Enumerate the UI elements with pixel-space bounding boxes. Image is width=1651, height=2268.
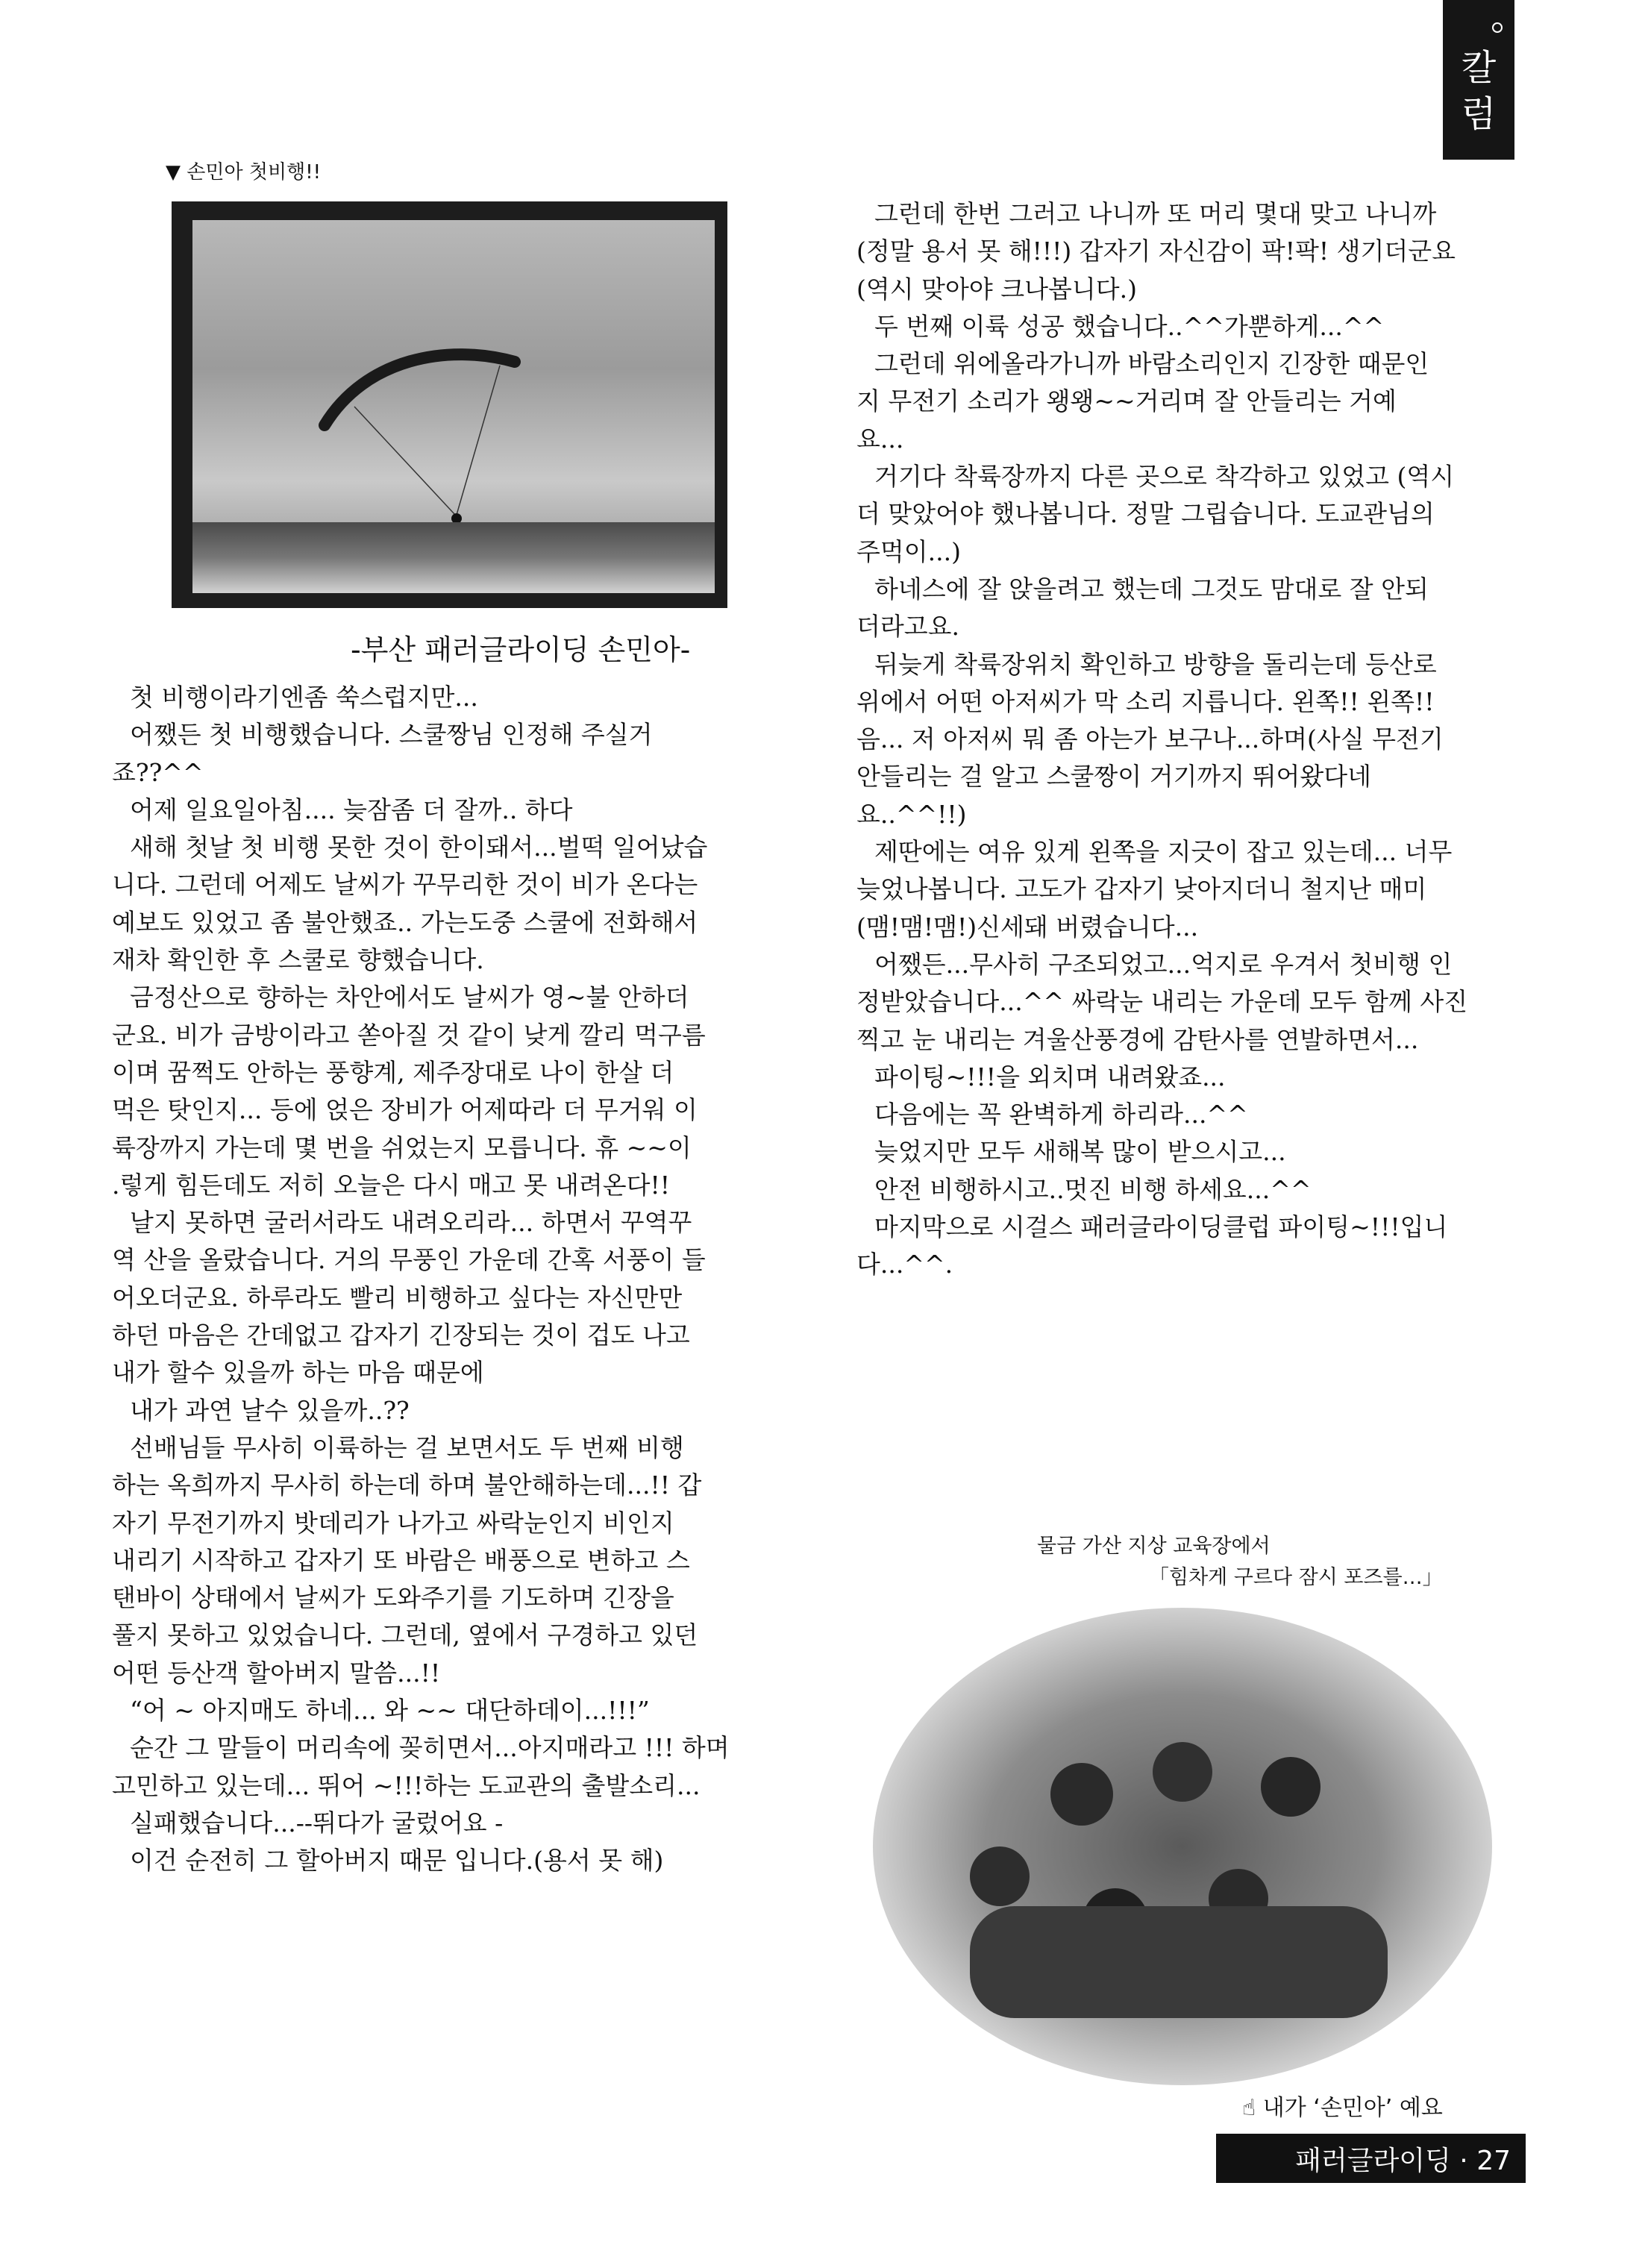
- paragraph-line: 순간 그 말들이 머리속에 꽂히면서...아지매라고 !!! 하며: [130, 1733, 730, 1763]
- paragraph-line: “어 ~ 아지매도 하네... 와 ~~ 대단하데이...!!!”: [130, 1696, 650, 1726]
- paragraph-line: 선배님들 무사히 이륙하는 걸 보면서도 두 번째 비행: [130, 1432, 684, 1462]
- byline: -부산 패러글라이딩 손민아-: [351, 633, 691, 666]
- paragraph-line: 마지막으로 시걸스 패러글라이딩클럽 파이팅~!!!입니: [874, 1212, 1448, 1242]
- paragraph-line: 늦었지만 모두 새해복 많이 받으시고...: [874, 1137, 1286, 1167]
- paragraph-line: 다음에는 꼭 완벽하게 하리라...^^: [874, 1100, 1248, 1130]
- paragraph-line: 어오더군요. 하루라도 빨리 비행하고 싶다는 자신만만: [112, 1282, 683, 1312]
- tab-char-2: 럼: [1461, 93, 1497, 135]
- paragraph-line: 주먹이...): [856, 536, 961, 566]
- paragraph-line: 예보도 있었고 좀 불안했죠.. 가는도중 스쿨에 전화해서: [112, 907, 698, 937]
- left-column-text: [112, 679, 730, 1880]
- paragraph-line: 니다. 그런데 어제도 날씨가 꾸무리한 것이 비가 온다는: [112, 870, 698, 900]
- photo2-caption-line2: 「힘차게 구르다 잠시 포즈를…」: [1149, 1566, 1443, 1589]
- right-column-text: [856, 195, 1467, 1284]
- paragraph-line: 그런데 위에올라가니까 바람소리인지 긴장한 때문인: [874, 349, 1429, 379]
- paragraph-line: 어제 일요일아침.... 늦잠좀 더 잘까.. 하다: [130, 795, 573, 824]
- photo1-caption: ▼ 손민아 첫비행!!: [166, 161, 322, 184]
- paragraph-line: 역 산을 올랐습니다. 거의 무풍인 가운데 간혹 서풍이 들: [112, 1245, 706, 1275]
- paragraph-line: 정받았습니다...^^ 싸락눈 내리는 가운데 모두 함께 사진: [856, 987, 1468, 1017]
- paragraph-line: 날지 못하면 굴러서라도 내려오리라... 하면서 꾸역꾸: [130, 1208, 692, 1238]
- paragraph-line: 하던 마음은 간데없고 갑자기 긴장되는 것이 겁도 나고: [112, 1321, 690, 1350]
- paragraph-line: 하는 옥희까지 무사히 하는데 하며 불안해하는데...!! 갑: [112, 1470, 702, 1500]
- paragraph-line: 요..^^!!): [856, 799, 967, 829]
- paragraph-line: 내가 할수 있을까 하는 마음 때문에: [112, 1358, 484, 1388]
- paragraph-line: 음... 저 아저씨 뭐 좀 아는가 보구나...하며(사실 무전기: [856, 724, 1444, 754]
- paragraph-line: 죠??^^: [112, 757, 204, 787]
- paragraph-line: 첫 비행이라기엔좀 쑥스럽지만...: [130, 683, 478, 712]
- paragraph-line: 그런데 한번 그러고 나니까 또 머리 몇대 맞고 나니까: [874, 199, 1437, 228]
- paragraph-line: 위에서 어떤 아저씨가 막 소리 지릅니다. 왼쪽!! 왼쪽!!: [856, 686, 1435, 716]
- paragraph-line: 자기 무전기까지 밧데리가 나가고 싸락눈인지 비인지: [112, 1508, 674, 1538]
- photo1-ground: [192, 522, 715, 593]
- paragraph-line: 재차 확인한 후 스쿨로 향했습니다.: [112, 945, 484, 975]
- paragraph-line: 새해 첫날 첫 비행 못한 것이 한이돼서...벌떡 일어났습: [130, 833, 708, 862]
- paragraph-line: 이며 꿈쩍도 안하는 풍향계, 제주장대로 나이 한살 더: [112, 1057, 674, 1087]
- group-photo: [873, 1608, 1492, 2085]
- paragraph-line: 내리기 시작하고 갑자기 또 바람은 배풍으로 변하고 스: [112, 1545, 690, 1575]
- paragraph-line: 실패했습니다...--뛰다가 굴렀어요 -: [130, 1808, 504, 1838]
- paragraph-line: 찍고 눈 내리는 겨울산풍경에 감탄사를 연발하면서...: [856, 1024, 1419, 1054]
- paragraph-line: 이건 순전히 그 할아버지 때문 입니다.(용서 못 해): [130, 1846, 664, 1876]
- paragraph-line: (역시 맞아야 크나봅니다.): [856, 274, 1137, 304]
- paragraph-line: 륙장까지 가는데 몇 번을 쉬었는지 모릅니다. 휴 ~~이: [112, 1133, 692, 1162]
- paragraph-line: .렇게 힘든데도 저히 오늘은 다시 매고 못 내려온다!!: [112, 1170, 671, 1200]
- paragraph-line: 다...^^.: [856, 1250, 953, 1279]
- paragraph-line: 제딴에는 여유 있게 왼쪽을 지긋이 잡고 있는데... 너무: [874, 837, 1453, 867]
- photo2-caption-bottom: ☝ 내가 ‘손민아’ 예요: [1242, 2095, 1443, 2121]
- paragraph-line: 군요. 비가 금방이라고 쏟아질 것 같이 낮게 깔리 먹구름: [112, 1020, 706, 1050]
- paragraph-line: 풀지 못하고 있었습니다. 그런데, 옆에서 구경하고 있던: [112, 1620, 698, 1650]
- paragraph-line: 늦었나봅니다. 고도가 갑자기 낮아지더니 철지난 매미: [856, 874, 1427, 904]
- paragraph-line: 어떤 등산객 할아버지 말씀...!!: [112, 1658, 441, 1688]
- paragraph-line: 거기다 착륙장까지 다른 곳으로 착각하고 있었고 (역시: [874, 462, 1455, 492]
- paragraph-line: 안전 비행하시고..멋진 비행 하세요...^^: [874, 1174, 1312, 1204]
- paragraph-line: 안들리는 걸 알고 스쿨짱이 거기까지 뛰어왔다네: [856, 762, 1372, 792]
- paragraph-line: 더라고요.: [856, 612, 960, 642]
- column-section-tab: [1443, 0, 1514, 160]
- paragraph-line: 요...: [856, 424, 904, 454]
- group-people-icon: [873, 1608, 1492, 2085]
- photo2-caption-line1: 물금 가산 지상 교육장에서: [1037, 1535, 1271, 1558]
- paraglider-photo: [172, 201, 727, 608]
- page-footer: 패러글라이딩 · 27: [1216, 2134, 1526, 2183]
- paragraph-line: 고민하고 있는데... 뛰어 ~!!!하는 도교관의 출발소리...: [112, 1770, 701, 1800]
- paragraph-line: 어쨌든...무사히 구조되었고...억지로 우겨서 첫비행 인: [874, 949, 1453, 979]
- circle-icon: [1492, 22, 1503, 33]
- paragraph-line: 어쨌든 첫 비행했습니다. 스쿨짱님 인정해 주실거: [130, 720, 653, 750]
- paragraph-line: 두 번째 이륙 성공 했습니다..^^가뿐하게...^^: [874, 311, 1385, 341]
- paragraph-line: 파이팅~!!!을 외치며 내려왔죠...: [874, 1062, 1226, 1091]
- paragraph-line: (맴!맴!맴!)신세돼 버렸습니다...: [856, 912, 1199, 942]
- paragraph-line: (정말 용서 못 해!!!) 갑자기 자신감이 팍!팍! 생기더군요: [856, 236, 1456, 266]
- paragraph-line: 먹은 탓인지... 등에 얹은 장비가 어제따라 더 무거워 이: [112, 1095, 698, 1125]
- paragraph-line: 하네스에 잘 앉을려고 했는데 그것도 맘대로 잘 안되: [874, 574, 1429, 604]
- paragraph-line: 뒤늦게 착륙장위치 확인하고 방향을 돌리는데 등산로: [874, 649, 1437, 679]
- paragraph-line: 금정산으로 향하는 차안에서도 날씨가 영~불 안하더: [130, 983, 689, 1012]
- paragraph-line: 탠바이 상태에서 날씨가 도와주기를 기도하며 긴장을: [112, 1583, 674, 1613]
- paragraph-line: 지 무전기 소리가 왱왱~~거리며 잘 안들리는 거예: [856, 386, 1397, 416]
- tab-char-1: 칼: [1461, 47, 1497, 89]
- paragraph-line: 내가 과연 날수 있을까..??: [130, 1395, 410, 1425]
- paragraph-line: 더 맞았어야 했나봅니다. 정말 그립습니다. 도교관님의: [856, 499, 1435, 529]
